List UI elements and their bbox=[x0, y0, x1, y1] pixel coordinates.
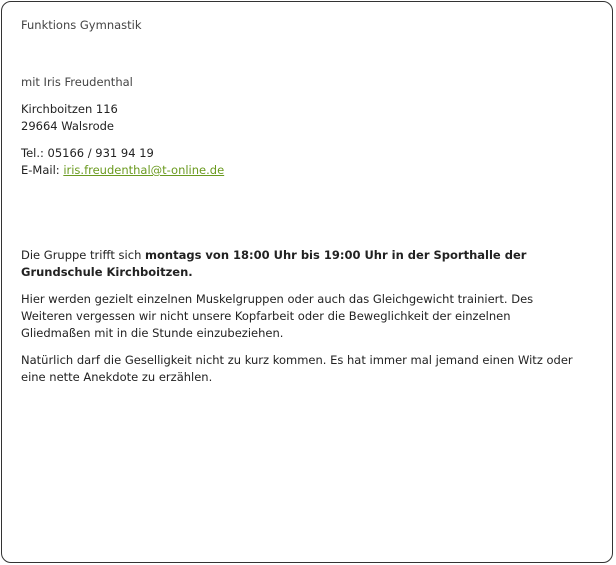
address-street: Kirchboitzen 116 bbox=[21, 102, 118, 116]
page-title: Funktions Gymnastik bbox=[21, 18, 142, 32]
email-label: E-Mail: bbox=[21, 163, 64, 177]
address-block bbox=[21, 101, 581, 135]
social-paragraph: Natürlich darf die Geselligkeit nicht zu kurz kommen. Es hat immer mal jemand einen Witz oder eine nette Anekdote zu erzählen. bbox=[21, 353, 573, 384]
training-paragraph: Hier werden gezielt einzelnen Muskelgruppen oder auch das Gleichgewicht trainiert. Des Weiteren vergessen wir nicht unsere Kopfarbeit oder die Beweglichkeit der einzelnen Gliedmaßen mit in die Stunde einzubeziehen. bbox=[21, 292, 534, 340]
content-frame bbox=[1, 1, 613, 563]
phone-number: Tel.: 05166 / 931 94 19 bbox=[21, 146, 154, 160]
content-area bbox=[21, 17, 581, 386]
email-link[interactable]: iris.freudenthal@t-online.de bbox=[63, 163, 225, 177]
schedule-paragraph bbox=[21, 247, 581, 281]
instructor-line: mit Iris Freudenthal bbox=[21, 75, 133, 89]
contact-block bbox=[21, 145, 581, 179]
schedule-details: montags von 18:00 Uhr bis 19:00 Uhr in der Sporthalle der Grundschule Kirchboitzen. bbox=[21, 248, 527, 279]
address-city: 29664 Walsrode bbox=[21, 119, 114, 133]
schedule-intro: Die Gruppe trifft sich bbox=[21, 248, 146, 262]
